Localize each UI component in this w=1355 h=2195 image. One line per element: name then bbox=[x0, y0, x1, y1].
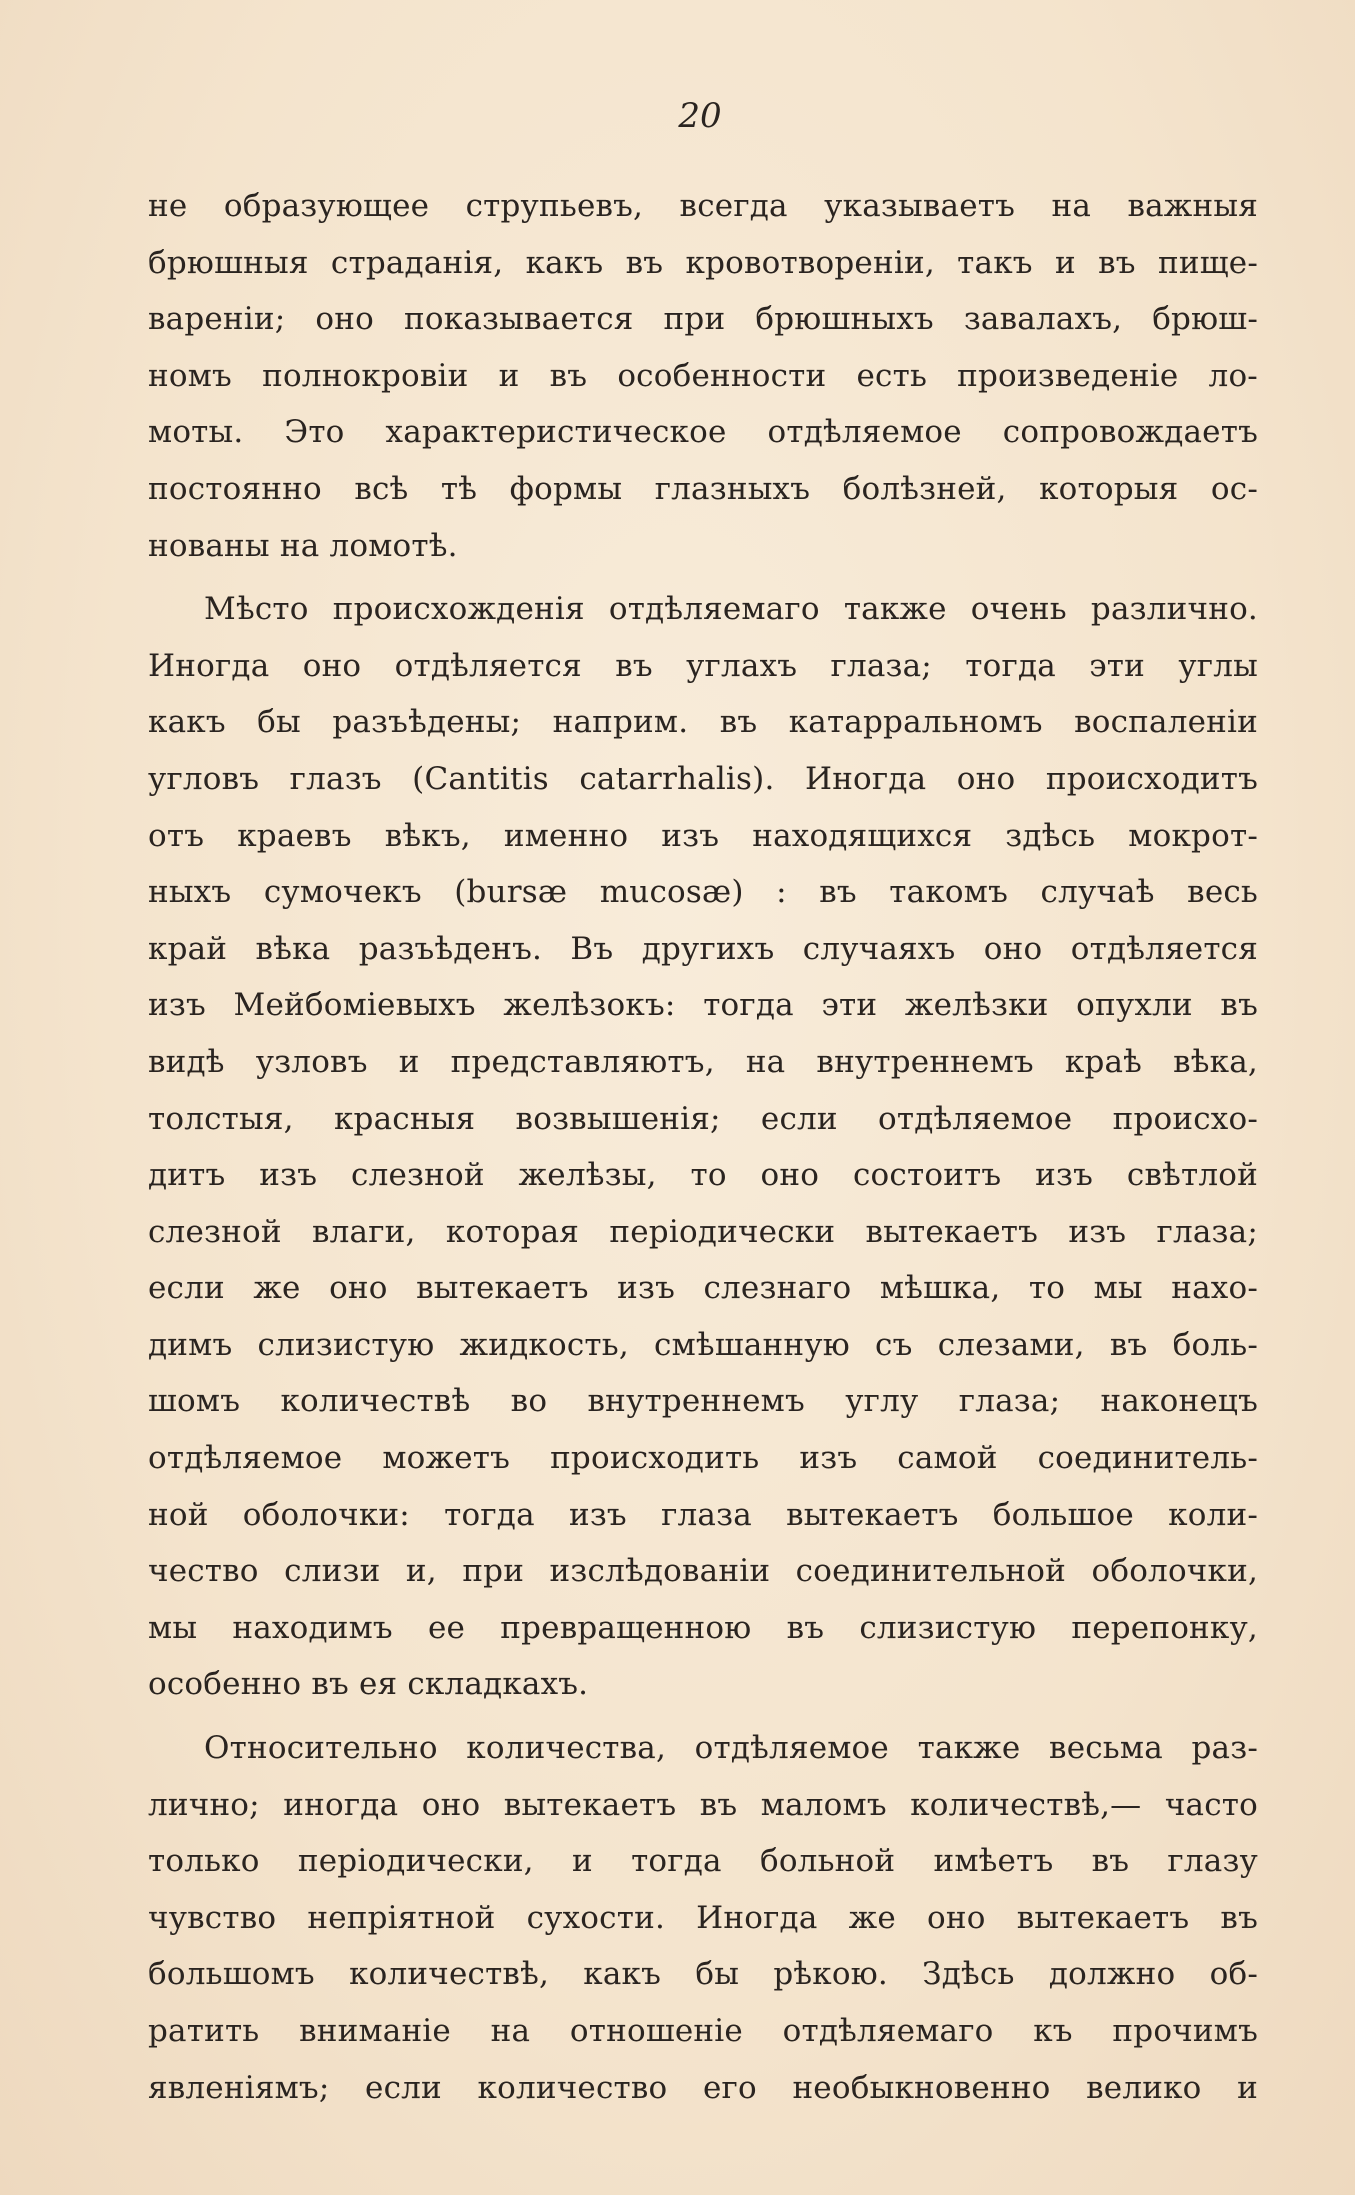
text-line: только періодически, и тогда больной имѣетъ въ глазу bbox=[148, 1843, 1258, 1880]
text-line: постоянно всѣ тѣ формы глазныхъ болѣзней, которыя ос- bbox=[148, 470, 1258, 507]
body-text bbox=[148, 178, 1258, 2116]
text-line: димъ слизистую жидкость, смѣшанную съ слезами, въ боль- bbox=[148, 1326, 1258, 1363]
paragraph-3 bbox=[148, 1720, 1258, 2116]
text-line: нованы на ломотѣ. bbox=[148, 527, 458, 564]
text-line: особенно въ ея складкахъ. bbox=[148, 1666, 589, 1703]
text-line: мы находимъ ее превращенною въ слизистую перепонку, bbox=[148, 1609, 1258, 1646]
paragraph-1 bbox=[148, 178, 1258, 574]
text-line: ной оболочки: тогда изъ глаза вытекаетъ большое коли- bbox=[148, 1496, 1258, 1533]
page-number: 20 bbox=[678, 96, 722, 136]
text-line: дитъ изъ слезной желѣзы, то оно состоитъ изъ свѣтлой bbox=[148, 1157, 1258, 1194]
text-line: если же оно вытекаетъ изъ слезнаго мѣшка, то мы нахо- bbox=[148, 1270, 1258, 1307]
text-line: отдѣляемое можетъ происходить изъ самой соединитель- bbox=[148, 1440, 1258, 1477]
text-line: шомъ количествѣ во внутреннемъ углу глаза; наконецъ bbox=[148, 1383, 1258, 1420]
text-line: чество слизи и, при изслѣдованіи соединительной оболочки, bbox=[148, 1553, 1258, 1590]
text-line: ратить вниманіе на отношеніе отдѣляемаго къ прочимъ bbox=[148, 2013, 1258, 2049]
text-line: угловъ глазъ (Cantitis catarrhalis). Иногда оно происходитъ bbox=[148, 760, 1258, 797]
text-line: Мѣсто происхожденія отдѣляемаго также очень различно. bbox=[204, 591, 1258, 628]
text-line: лично; иногда оно вытекаетъ въ маломъ количествѣ,— часто bbox=[148, 1786, 1258, 1823]
text-line: моты. Это характеристическое отдѣляемое сопровождаетъ bbox=[148, 414, 1258, 451]
text-line: слезной влаги, которая періодически вытекаетъ изъ глаза; bbox=[148, 1213, 1258, 1250]
text-line: изъ Мейбоміевыхъ желѣзокъ: тогда эти желѣзки опухли въ bbox=[148, 987, 1258, 1024]
text-line: видѣ узловъ и представляютъ, на внутреннемъ краѣ вѣка, bbox=[148, 1043, 1258, 1080]
text-line: отъ краевъ вѣкъ, именно изъ находящихся здѣсь мокрот- bbox=[148, 817, 1258, 854]
text-line: Относительно количества, отдѣляемое также весьма раз- bbox=[204, 1730, 1258, 1767]
text-line: вареніи; оно показывается при брюшныхъ завалахъ, брюш- bbox=[148, 301, 1258, 338]
text-line: большомъ количествѣ, какъ бы рѣкою. Здѣсь должно об- bbox=[148, 1956, 1258, 1993]
text-line: край вѣка разъѣденъ. Въ другихъ случаяхъ оно отдѣляется bbox=[148, 930, 1258, 967]
text-line: ныхъ сумочекъ (bursæ mucosæ) : въ такомъ случаѣ весь bbox=[148, 874, 1258, 911]
paragraph-2 bbox=[148, 581, 1258, 1713]
text-line: толстыя, красныя возвышенія; если отдѣляемое происхо- bbox=[148, 1100, 1258, 1137]
text-line: какъ бы разъѣдены; наприм. въ катарральномъ воспаленіи bbox=[148, 704, 1258, 741]
text-line: номъ полнокровіи и въ особенности есть произведеніе ло- bbox=[148, 357, 1258, 394]
text-line: брюшныя страданія, какъ въ кровотвореніи, такъ и въ пище- bbox=[148, 244, 1258, 281]
text-line: Иногда оно отдѣляется въ углахъ глаза; тогда эти углы bbox=[148, 647, 1258, 684]
text-line: не образующее струпьевъ, всегда указываетъ на важныя bbox=[148, 188, 1258, 224]
text-line: чувство непріятной сухости. Иногда же оно вытекаетъ въ bbox=[148, 1899, 1258, 1936]
text-line: явленіямъ; если количество его необыкновенно велико и bbox=[148, 2069, 1258, 2106]
